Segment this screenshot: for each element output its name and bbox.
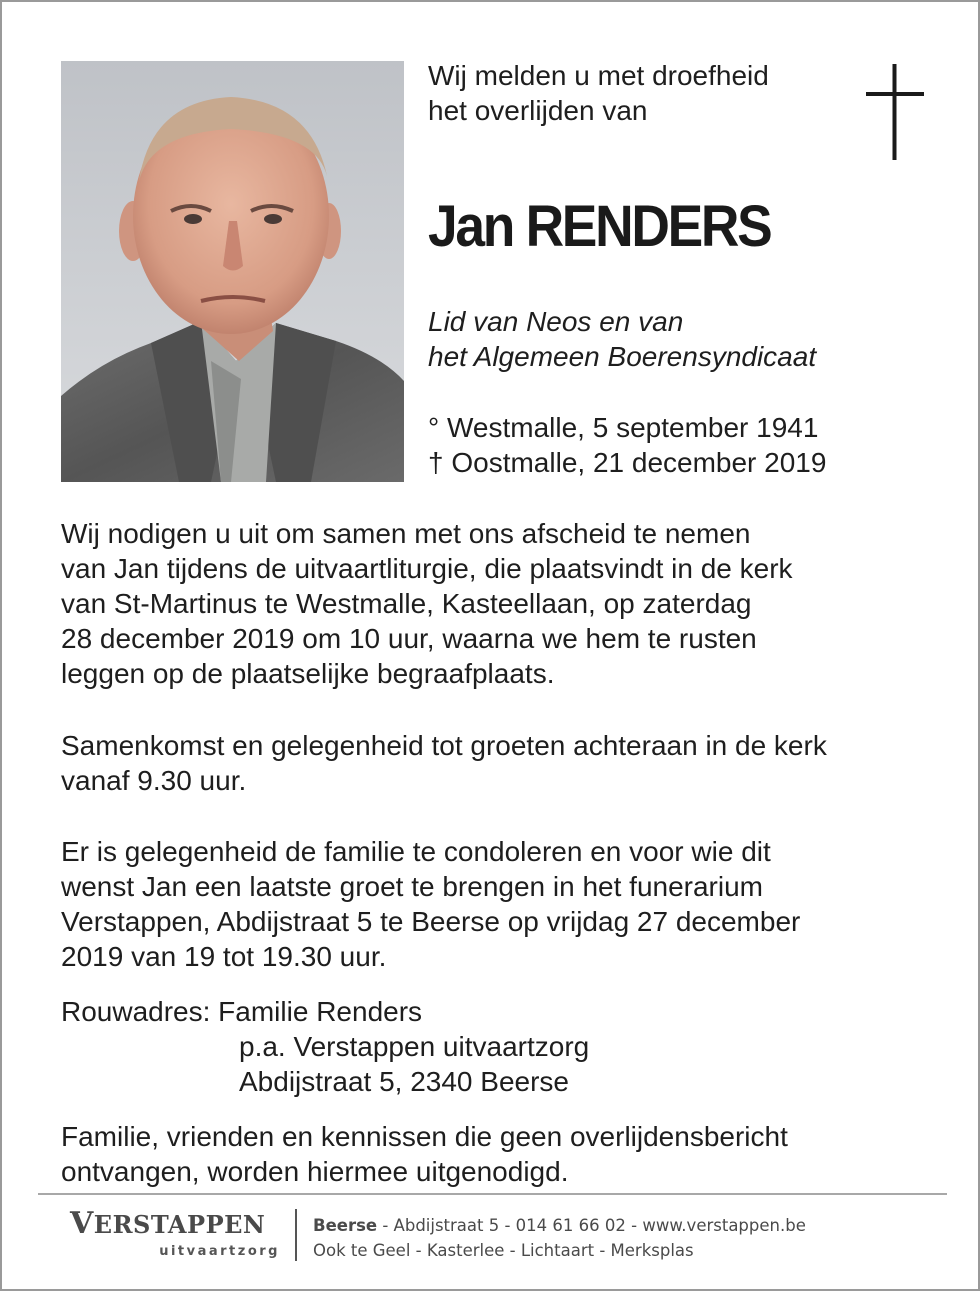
footer-contact [313,1213,953,1263]
text-line: 28 december 2019 om 10 uur, waarna we hem te rusten [61,623,757,654]
text-line: Wij nodigen u uit om samen met ons afscheid te nemen [61,518,751,549]
logo-subtitle: uitvaartzorg [159,1244,280,1259]
intro-line: het overlijden van [428,95,648,126]
birth-date: ° Westmalle, 5 september 1941 [428,412,819,443]
membership-line: Lid van Neos en van [428,306,684,337]
text-line: Familie, vrienden en kennissen die geen overlijdensbericht [61,1121,788,1152]
deceased-name: Jan RENDERS [428,194,771,259]
logo-initial: V [70,1206,94,1241]
membership-line: het Algemeen Boerensyndicaat [428,341,817,372]
text-line: Samenkomst en gelegenheid tot groeten achteraan in de kerk [61,730,827,761]
gathering-paragraph [61,728,931,798]
life-dates [428,410,948,480]
membership-text [428,304,948,374]
mourning-address [61,994,931,1099]
contact-details: - Abdijstraat 5 - 014 61 66 02 - www.verstappen.be [377,1216,806,1235]
text-line: 2019 van 19 tot 19.30 uur. [61,941,387,972]
other-locations: Ook te Geel - Kasterlee - Lichtaart - Merksplas [313,1241,694,1260]
address-line: Abdijstraat 5, 2340 Beerse [239,1066,569,1097]
latin-cross-icon [866,64,924,160]
logo-rest: ERSTAPPEN [93,1210,266,1239]
death-date: † Oostmalle, 21 december 2019 [428,447,827,478]
text-line: Verstappen, Abdijstraat 5 te Beerse op vrijdag 27 december [61,906,801,937]
text-line: van Jan tijdens de uitvaartliturgie, die plaatsvindt in de kerk [61,553,793,584]
text-line: van St-Martinus te Westmalle, Kasteellaan, op zaterdag [61,588,752,619]
verstappen-logo [70,1207,282,1265]
condolence-paragraph [61,834,931,974]
address-line: p.a. Verstappen uitvaartzorg [239,1031,590,1062]
address-line: Rouwadres: Familie Renders [61,996,423,1027]
funeral-invitation-paragraph [61,516,931,691]
text-line: Er is gelegenheid de familie te condoleren en voor wie dit [61,836,771,867]
intro-text [428,58,848,128]
text-line: leggen op de plaatselijke begraafplaats. [61,658,555,689]
text-line: ontvangen, worden hiermee uitgenodigd. [61,1156,569,1187]
contact-town: Beerse [313,1216,378,1235]
footer-separator [295,1209,297,1261]
text-line: wenst Jan een laatste groet te brengen in het funerarium [61,871,763,902]
closing-paragraph [61,1119,931,1189]
intro-line: Wij melden u met droefheid [428,60,769,91]
portrait-photo [61,61,404,482]
contact-line [313,1213,953,1238]
text-line: vanaf 9.30 uur. [61,765,247,796]
footer-divider [38,1193,947,1195]
logo-wordmark [70,1207,282,1242]
